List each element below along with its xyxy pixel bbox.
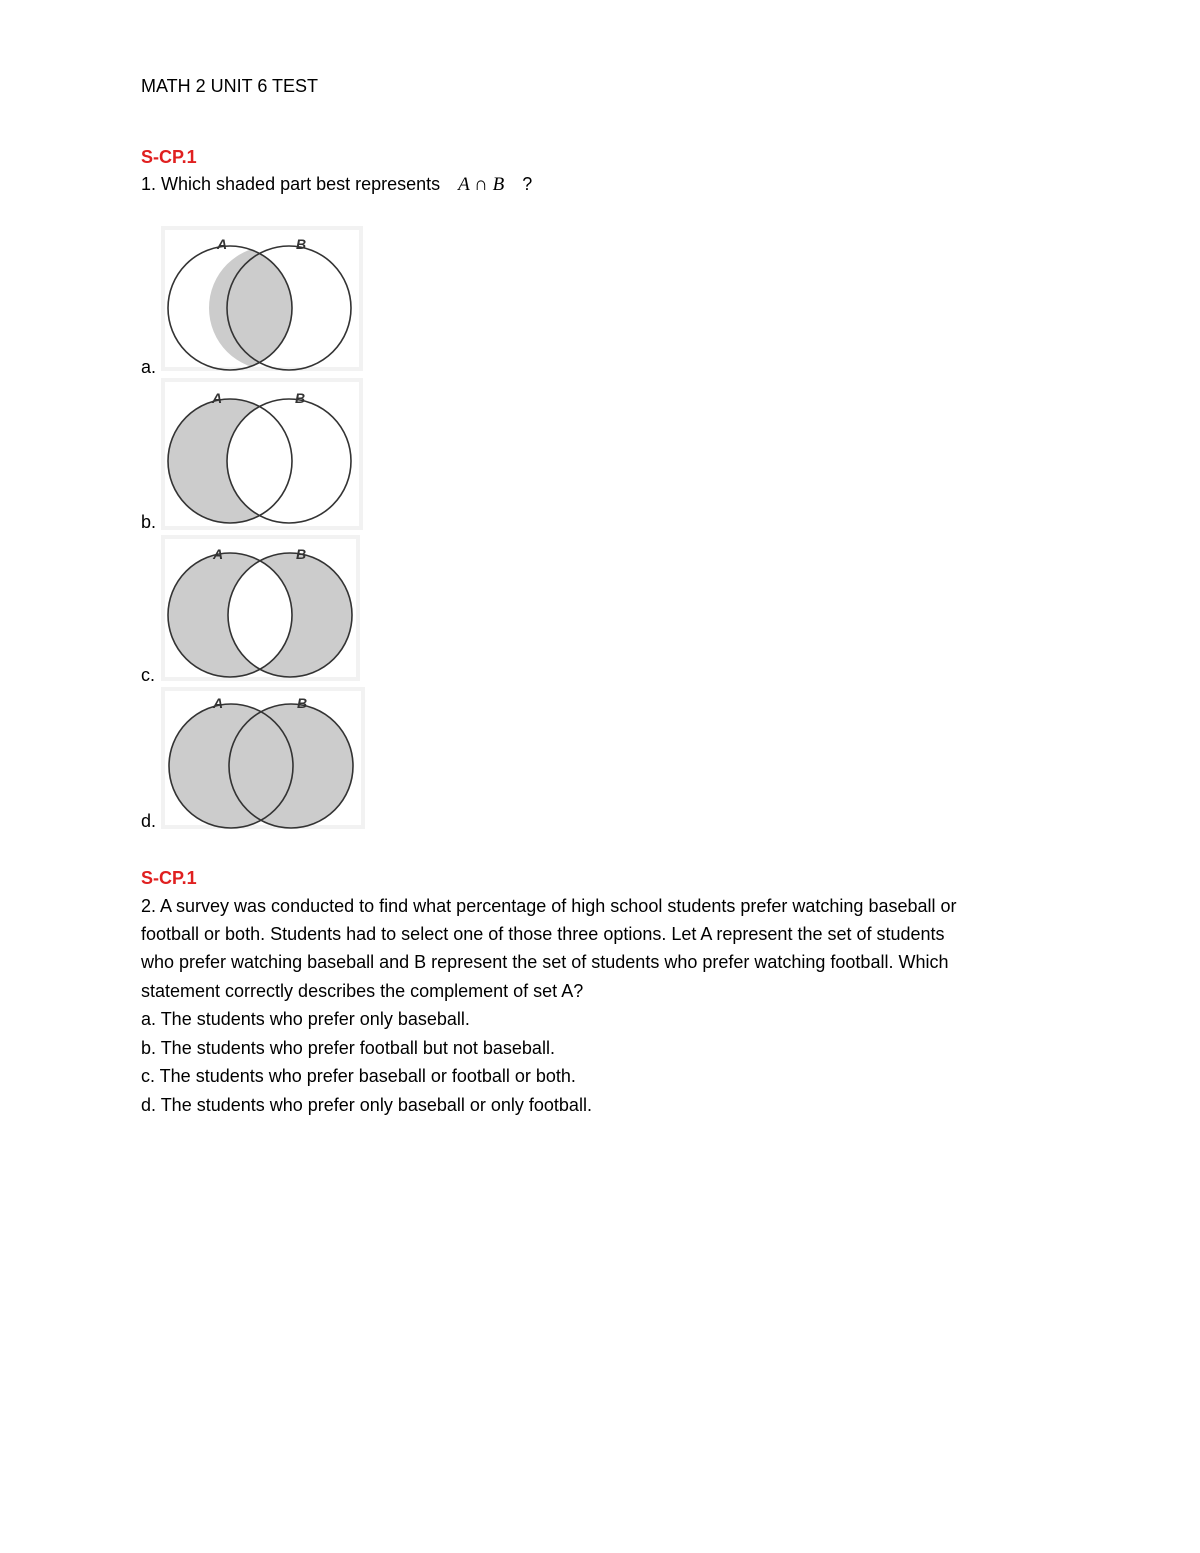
- q2-option-b[interactable]: b. The students who prefer football but not baseball.: [141, 1038, 555, 1058]
- document-header: MATH 2 UNIT 6 TEST: [141, 76, 319, 96]
- venn-diagram-c: [161, 535, 360, 681]
- venn-diagram-a: [161, 226, 363, 371]
- q2-option-c[interactable]: c. The students who prefer baseball or football or both.: [141, 1066, 576, 1086]
- q1-option-b-label[interactable]: b.: [141, 512, 157, 532]
- q1-prompt-text: 1. Which shaded part best represents: [141, 174, 441, 194]
- q1-prompt: [141, 173, 532, 196]
- venn-label-a: A: [212, 390, 223, 406]
- q1-prompt-end: ?: [522, 174, 533, 194]
- q2-text-line: who prefer watching baseball and B represent the set of students who prefer watching football. Which: [141, 952, 949, 972]
- venn-diagram-d: [161, 687, 365, 829]
- venn-diagram-b: [161, 378, 363, 530]
- venn-label-b: B: [297, 695, 308, 711]
- q2-option-d[interactable]: d. The students who prefer only baseball or only football.: [141, 1095, 592, 1115]
- q2-text-line: 2. A survey was conducted to find what percentage of high school students prefer watching baseball or: [141, 896, 957, 916]
- venn-label-a: A: [213, 695, 224, 711]
- venn-label-b: B: [296, 236, 307, 252]
- venn-label-b: B: [296, 546, 307, 562]
- q1-option-a-label[interactable]: a.: [141, 357, 157, 377]
- q2-option-a[interactable]: a. The students who prefer only baseball.: [141, 1009, 470, 1029]
- q2-text-line: statement correctly describes the complement of set A?: [141, 981, 584, 1001]
- q1-standard: S-CP.1: [141, 147, 197, 167]
- q1-option-d-label[interactable]: d.: [141, 811, 157, 831]
- q2-standard: S-CP.1: [141, 868, 197, 888]
- venn-label-a: A: [217, 236, 228, 252]
- venn-label-b: B: [295, 390, 306, 406]
- q1-math-expression: A ∩ B: [458, 174, 505, 195]
- q2-text-line: football or both. Students had to select one of those three options. Let A represent the set of students: [141, 924, 945, 944]
- venn-label-a: A: [213, 546, 224, 562]
- q1-option-c-label[interactable]: c.: [141, 665, 156, 685]
